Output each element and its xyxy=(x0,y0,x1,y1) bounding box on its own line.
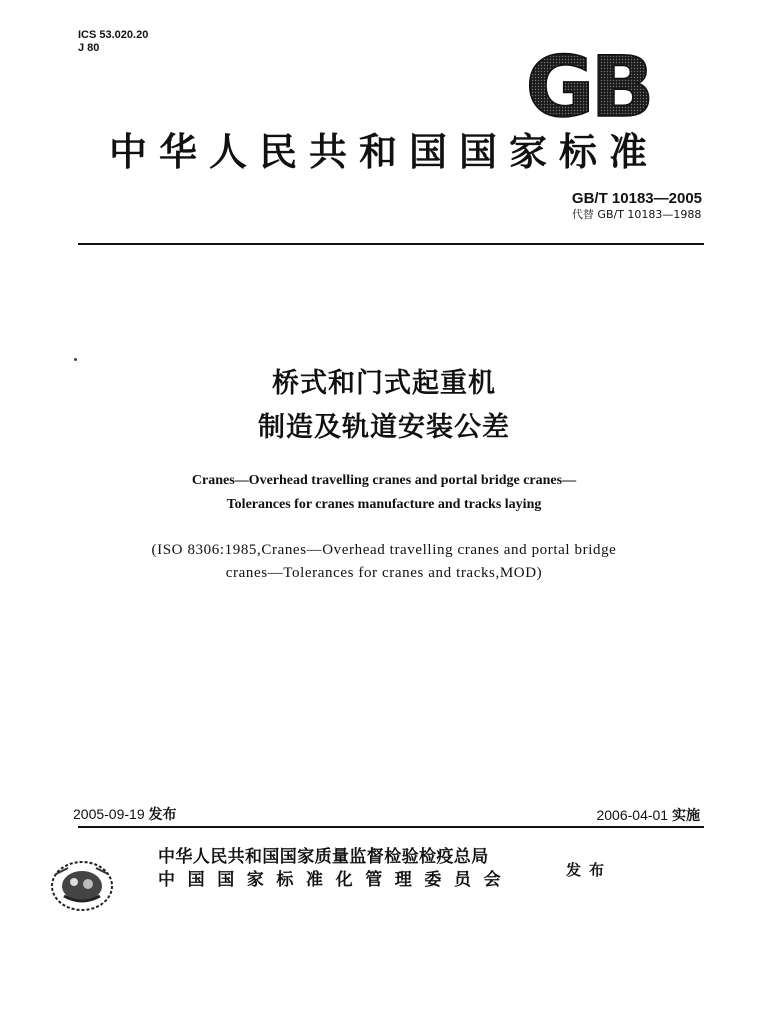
publish-label: 发布 xyxy=(566,861,613,879)
implementation-date xyxy=(596,806,700,825)
chinese-title-line-2: 制造及轨道安装公差 xyxy=(258,412,510,443)
standard-number: GB/T 10183—2005 xyxy=(571,190,702,207)
issue-label: 发布 xyxy=(148,807,177,823)
header-divider xyxy=(78,243,704,245)
implement-date-value: 2006-04-01 xyxy=(596,807,669,823)
english-title-line-1: Cranes—Overhead travelling cranes and portal bridge cranes— xyxy=(191,473,577,488)
implement-label: 实施 xyxy=(672,808,700,824)
classification-codes xyxy=(78,29,148,55)
iso-reference-line-2: cranes—Tolerances for cranes and tracks,MOD) xyxy=(225,565,543,581)
emblem-seal-icon xyxy=(46,856,118,916)
gb-logo-icon xyxy=(510,46,666,124)
standard-type-title: 中华人民共和国国家标准 xyxy=(108,130,659,174)
footer-divider xyxy=(78,826,704,828)
replaces-note: 代替 GB/T 10183—1988 xyxy=(571,208,702,221)
issuing-org-line-2: 中国国家标准化管理委员会 xyxy=(158,870,514,890)
scan-speck xyxy=(74,358,77,361)
ics-code: ICS 53.020.20 xyxy=(78,29,149,41)
issuing-org-line-1: 中华人民共和国国家质量监督检验检疫总局 xyxy=(158,847,489,867)
standard-number-block xyxy=(572,190,702,222)
ccs-code: J 80 xyxy=(78,42,100,54)
chinese-title-line-1: 桥式和门式起重机 xyxy=(272,368,496,399)
english-title-line-2: Tolerances for cranes manufacture and tracks laying xyxy=(226,497,542,512)
issue-date xyxy=(73,805,177,824)
iso-reference-line-1: (ISO 8306:1985,Cranes—Overhead travelling cranes and portal bridge xyxy=(151,542,617,558)
issue-date-value: 2005-09-19 xyxy=(73,806,145,822)
svg-text:GB: GB xyxy=(525,46,651,124)
